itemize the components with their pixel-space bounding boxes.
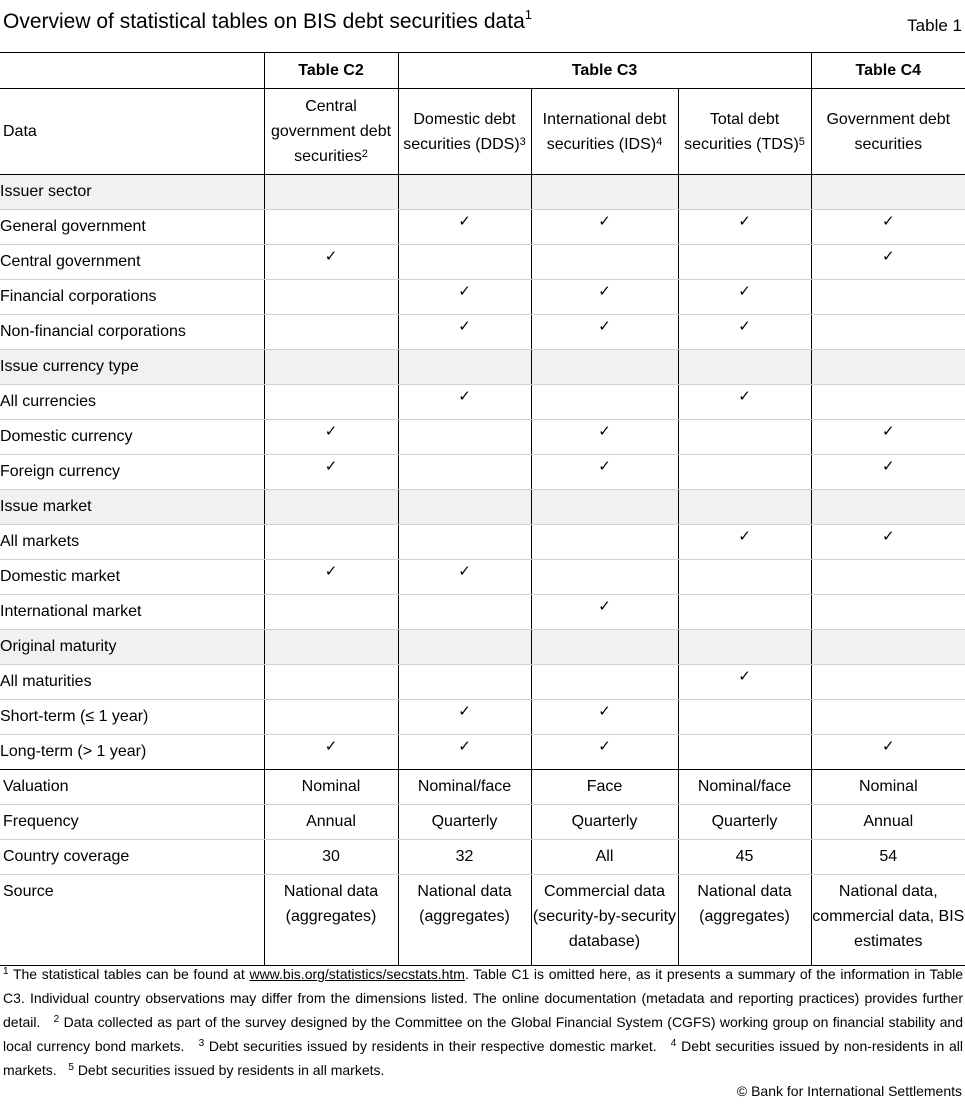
row-label: Valuation [0, 770, 264, 805]
title-footnote-ref: 1 [524, 7, 532, 22]
table-row [0, 315, 965, 350]
table-cell [531, 245, 678, 280]
table-cell [811, 280, 965, 315]
table-cell [398, 420, 531, 455]
column-footnote-ref: 5 [798, 135, 805, 148]
section-row [0, 630, 965, 665]
table-cell [264, 315, 398, 350]
check-icon: ✓ [598, 702, 611, 720]
row-label: Issue currency type [0, 350, 264, 385]
table-cell [264, 385, 398, 420]
check-icon: ✓ [598, 282, 611, 300]
table-cell [811, 735, 965, 770]
table-cell [398, 665, 531, 700]
table-cell [811, 630, 965, 665]
table-cell [811, 525, 965, 560]
column-header-ids [531, 89, 678, 175]
table-cell [398, 700, 531, 735]
check-icon: ✓ [738, 282, 751, 300]
statistics-link[interactable]: www.bis.org/statistics/secstats.htm [249, 966, 465, 982]
table-cell [264, 630, 398, 665]
column-header-text: Domestic debt securities (DDS) [403, 110, 520, 153]
footnote-text: Debt securities issued by residents in all markets. [77, 1062, 385, 1078]
check-icon: ✓ [598, 212, 611, 230]
check-icon: ✓ [881, 457, 895, 475]
table-cell: 30 [264, 840, 398, 875]
row-label: All maturities [0, 665, 264, 700]
table-cell [811, 420, 965, 455]
row-label: All markets [0, 525, 264, 560]
table-cell [678, 280, 811, 315]
column-header-gds [811, 89, 965, 175]
header-blank [0, 53, 264, 89]
table-cell [398, 175, 531, 210]
table-cell: Nominal/face [678, 770, 811, 805]
footnote-number: 2 [53, 1014, 60, 1025]
table-row [0, 805, 965, 840]
row-label: Domestic market [0, 560, 264, 595]
table-cell [531, 525, 678, 560]
table-cell [811, 595, 965, 630]
table-cell [678, 595, 811, 630]
row-label: Long-term (> 1 year) [0, 735, 264, 770]
row-label: Short-term (≤ 1 year) [0, 700, 264, 735]
row-label: Issue market [0, 490, 264, 525]
check-icon: ✓ [738, 667, 751, 685]
table-cell [531, 455, 678, 490]
table-cell [678, 490, 811, 525]
table-cell [531, 385, 678, 420]
row-label: Foreign currency [0, 455, 264, 490]
section-row [0, 175, 965, 210]
table-cell [678, 420, 811, 455]
table-cell [531, 175, 678, 210]
copyright: © Bank for International Settlements [736, 1083, 962, 1099]
row-label: Issuer sector [0, 175, 264, 210]
table-cell [264, 665, 398, 700]
table-cell [678, 560, 811, 595]
table-cell: All [531, 840, 678, 875]
table-cell [531, 350, 678, 385]
table-cell [678, 210, 811, 245]
table-cell: National data (aggregates) [678, 875, 811, 966]
table-cell [811, 560, 965, 595]
table-row [0, 665, 965, 700]
dimension-rows [0, 175, 965, 770]
row-label: Financial corporations [0, 280, 264, 315]
table-cell [811, 245, 965, 280]
table-cell [398, 385, 531, 420]
column-header-text: Central government debt securities [270, 98, 392, 165]
footnote-text: . Table C1 is omitted here, as it presents a summary of the information in Table C3. Individual country observations may differ from the dimensions listed. The online documentation (metadata and reporting practices) provides further detail. [3, 966, 964, 1030]
table-cell: National data, commercial data, BIS estimates [811, 875, 965, 966]
table-cell: Annual [264, 805, 398, 840]
row-label: Non-financial corporations [0, 315, 264, 350]
table-cell [811, 490, 965, 525]
check-icon: ✓ [598, 422, 611, 440]
row-label: Frequency [0, 805, 264, 840]
table-row [0, 560, 965, 595]
securities-table [0, 52, 965, 966]
table-row [0, 385, 965, 420]
table-cell [811, 385, 965, 420]
header-column-row [0, 89, 965, 175]
row-label: Original maturity [0, 630, 264, 665]
table-cell [678, 175, 811, 210]
column-header-tds [678, 89, 811, 175]
table-cell [811, 350, 965, 385]
table-row [0, 735, 965, 770]
table-row [0, 840, 965, 875]
table-cell [811, 455, 965, 490]
check-icon: ✓ [881, 212, 895, 230]
table-row [0, 245, 965, 280]
column-footnote-ref: 4 [656, 135, 663, 148]
table-cell [678, 700, 811, 735]
check-icon: ✓ [598, 737, 611, 755]
table-cell [264, 420, 398, 455]
footnote-text: The statistical tables can be found at [12, 966, 250, 982]
table-cell [811, 315, 965, 350]
table-cell [264, 455, 398, 490]
table-cell [264, 525, 398, 560]
check-icon: ✓ [881, 737, 895, 755]
row-label: International market [0, 595, 264, 630]
header-group-row [0, 53, 965, 89]
table-cell [531, 665, 678, 700]
table-cell [811, 175, 965, 210]
table-cell: 45 [678, 840, 811, 875]
table-cell [398, 350, 531, 385]
table-cell [398, 735, 531, 770]
footnotes [3, 962, 963, 1082]
footnote-text: Debt securities issued by non-residents in all markets. [3, 1038, 964, 1078]
table-cell: Annual [811, 805, 965, 840]
check-icon: ✓ [881, 527, 895, 545]
table-cell: Commercial data (security-by-security database) [531, 875, 678, 966]
table-cell [678, 350, 811, 385]
check-icon: ✓ [881, 422, 895, 440]
check-icon: ✓ [738, 317, 751, 335]
table-number: Table 1 [907, 16, 962, 35]
page-title: Overview of statistical tables on BIS debt securities data$^1$ [3, 7, 532, 33]
table-cell [398, 560, 531, 595]
table-cell [811, 700, 965, 735]
footnote-number: 5 [68, 1062, 74, 1073]
table-cell [264, 245, 398, 280]
row-label: Central government [0, 245, 264, 280]
check-icon: ✓ [458, 737, 471, 755]
table-cell [531, 595, 678, 630]
table-row [0, 770, 965, 805]
table-cell [678, 245, 811, 280]
row-label: Country coverage [0, 840, 264, 875]
table-cell: Nominal [811, 770, 965, 805]
check-icon: ✓ [324, 422, 338, 440]
column-footnote-ref: 2 [361, 148, 368, 160]
table-cell: Quarterly [531, 805, 678, 840]
check-icon: ✓ [458, 317, 471, 335]
table-cell [811, 665, 965, 700]
check-icon: ✓ [598, 317, 611, 335]
column-footnote-ref: 3 [519, 135, 526, 148]
check-icon: ✓ [458, 562, 471, 580]
footnote-number: 3 [198, 1038, 205, 1049]
check-icon: ✓ [458, 212, 471, 230]
table-cell: Face [531, 770, 678, 805]
table-cell [264, 280, 398, 315]
table-cell [531, 700, 678, 735]
check-icon: ✓ [738, 387, 751, 405]
footnote-text: Data collected as part of the survey designed by the Committee on the Global Financial System (CGFS) working group on financial stability and local currency bond markets. [3, 1014, 964, 1054]
table-cell [531, 210, 678, 245]
table-cell [531, 560, 678, 595]
column-header-cgds [264, 89, 398, 175]
check-icon: ✓ [881, 247, 895, 265]
row-label: Domestic currency [0, 420, 264, 455]
table-cell: National data (aggregates) [264, 875, 398, 966]
check-icon: ✓ [598, 597, 611, 615]
section-row [0, 490, 965, 525]
footnote-number: 4 [670, 1038, 677, 1049]
table-cell [678, 315, 811, 350]
table-row [0, 595, 965, 630]
table-row [0, 455, 965, 490]
table-cell [264, 490, 398, 525]
check-icon: ✓ [324, 737, 338, 755]
table-cell: Nominal [264, 770, 398, 805]
section-row [0, 350, 965, 385]
table-cell [678, 455, 811, 490]
table-cell [264, 175, 398, 210]
table-cell [398, 490, 531, 525]
table-cell [531, 735, 678, 770]
table-cell [264, 700, 398, 735]
check-icon: ✓ [458, 387, 471, 405]
table-cell [264, 560, 398, 595]
table-cell [264, 735, 398, 770]
table-cell [398, 630, 531, 665]
metadata-rows [0, 770, 965, 966]
row-label: General government [0, 210, 264, 245]
check-icon: ✓ [324, 562, 338, 580]
table-cell [398, 455, 531, 490]
table-cell [678, 735, 811, 770]
table-cell [398, 315, 531, 350]
check-icon: ✓ [324, 457, 338, 475]
table-cell [531, 315, 678, 350]
check-icon: ✓ [458, 282, 471, 300]
check-icon: ✓ [738, 212, 751, 230]
group-table-c2: Table C2 [264, 53, 398, 89]
table-cell: 32 [398, 840, 531, 875]
table-cell [264, 210, 398, 245]
table-cell: 54 [811, 840, 965, 875]
row-label: Source [0, 875, 264, 966]
group-table-c3: Table C3 [398, 53, 811, 89]
check-icon: ✓ [324, 247, 338, 265]
table-cell [678, 525, 811, 560]
table-cell: Nominal/face [398, 770, 531, 805]
table-cell [398, 595, 531, 630]
table-cell: Quarterly [678, 805, 811, 840]
column-header-text: Government debt securities [826, 110, 951, 153]
table-cell [531, 490, 678, 525]
table-cell: National data (aggregates) [398, 875, 531, 966]
table-cell [678, 665, 811, 700]
table-cell [811, 210, 965, 245]
column-header-dds [398, 89, 531, 175]
column-header-text: International debt securities (IDS) [542, 110, 667, 153]
table-row [0, 525, 965, 560]
data-label: Data [0, 89, 264, 175]
source-row [0, 875, 965, 966]
table-cell [264, 595, 398, 630]
table-cell [531, 630, 678, 665]
table-cell [531, 280, 678, 315]
check-icon: ✓ [738, 527, 751, 545]
table-row [0, 700, 965, 735]
table-cell [398, 280, 531, 315]
column-header-text: Total debt securities (TDS) [684, 110, 799, 153]
row-label: All currencies [0, 385, 264, 420]
title-bar [0, 0, 965, 50]
footnote-number: 1 [3, 966, 9, 977]
table-cell [264, 350, 398, 385]
check-icon: ✓ [598, 457, 611, 475]
table-cell [398, 210, 531, 245]
table-cell [398, 245, 531, 280]
table-cell [678, 630, 811, 665]
check-icon: ✓ [458, 702, 471, 720]
table-cell [678, 385, 811, 420]
group-table-c4: Table C4 [811, 53, 965, 89]
table-row [0, 210, 965, 245]
table-cell: Quarterly [398, 805, 531, 840]
table-cell [531, 420, 678, 455]
table-cell [398, 525, 531, 560]
table-row [0, 420, 965, 455]
footnote-text: Debt securities issued by residents in their respective domestic market. [208, 1038, 657, 1054]
table-row [0, 280, 965, 315]
